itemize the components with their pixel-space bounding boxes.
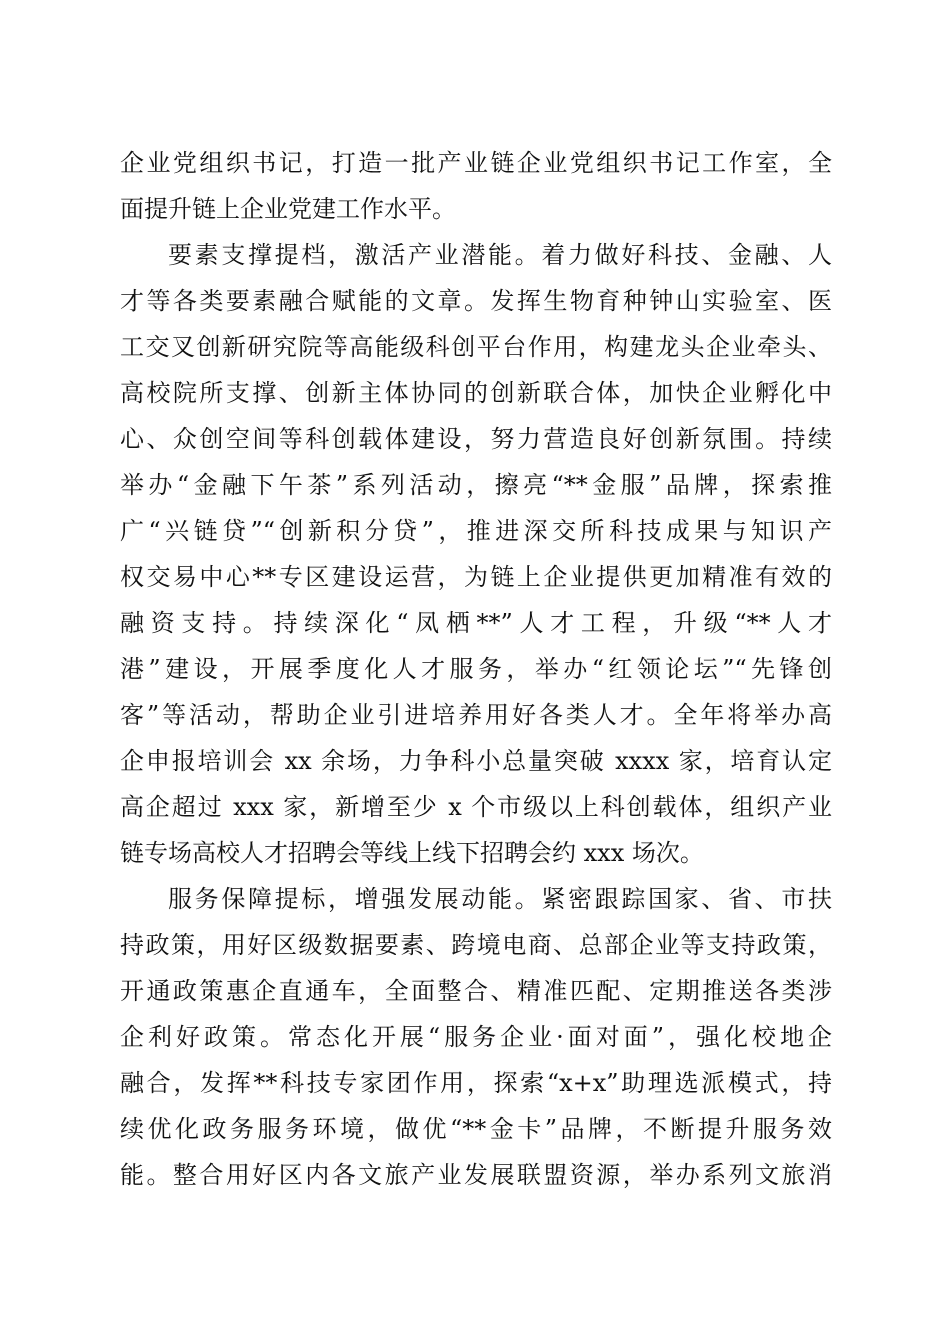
text-line: 权交易中心**专区建设运营，为链上企业提供更加精准有效的 (120, 563, 832, 591)
text-line: 融合，发挥**科技专家团作用，探索“x+x”助理选派模式，持 (120, 1069, 832, 1097)
text-line: 企利好政策。常态化开展“服务企业·面对面”，强化校地企 (120, 1023, 832, 1051)
paragraph-first-line: 服务保障提标，增强发展动能。紧密跟踪国家、省、市扶 (168, 885, 832, 913)
text-line: 港”建设，开展季度化人才服务，举办“红领论坛”“先锋创 (120, 655, 832, 683)
text-line: 续优化政务服务环境，做优“**金卡”品牌，不断提升服务效 (120, 1115, 832, 1143)
text-line: 举办“金融下午茶”系列活动，擦亮“**金服”品牌，探索推 (120, 471, 832, 499)
text-line: 工交叉创新研究院等高能级科创平台作用，构建龙头企业牵头、 (120, 333, 832, 361)
text-line: 链专场高校人才招聘会等线上线下招聘会约 xxx 场次。 (120, 839, 704, 867)
text-line: 高企超过 xxx 家，新增至少 x 个市级以上科创载体，组织产业 (120, 793, 832, 821)
text-line: 企申报培训会 xx 余场，力争科小总量突破 xxxx 家，培育认定 (120, 747, 832, 775)
text-line: 面提升链上企业党建工作水平。 (120, 195, 456, 223)
text-line: 能。整合用好区内各文旅产业发展联盟资源，举办系列文旅消 (120, 1161, 832, 1189)
text-line: 客”等活动，帮助企业引进培养用好各类人才。全年将举办高 (120, 701, 832, 729)
text-line: 开通政策惠企直通车，全面整合、精准匹配、定期推送各类涉 (120, 977, 832, 1005)
text-line: 心、众创空间等科创载体建设，努力营造良好创新氛围。持续 (120, 425, 832, 453)
text-line: 持政策，用好区级数据要素、跨境电商、总部企业等支持政策， (120, 931, 832, 959)
paragraph-first-line: 要素支撑提档，激活产业潜能。着力做好科技、金融、人 (168, 241, 832, 269)
text-line: 才等各类要素融合赋能的文章。发挥生物育种钟山实验室、医 (120, 287, 832, 315)
text-line: 企业党组织书记，打造一批产业链企业党组织书记工作室，全 (120, 149, 832, 177)
text-line: 高校院所支撑、创新主体协同的创新联合体，加快企业孵化中 (120, 379, 832, 407)
text-line: 广“兴链贷”“创新积分贷”，推进深交所科技成果与知识产 (120, 517, 832, 545)
text-line: 融资支持。持续深化“凤栖**”人才工程，升级“**人才 (120, 609, 832, 637)
